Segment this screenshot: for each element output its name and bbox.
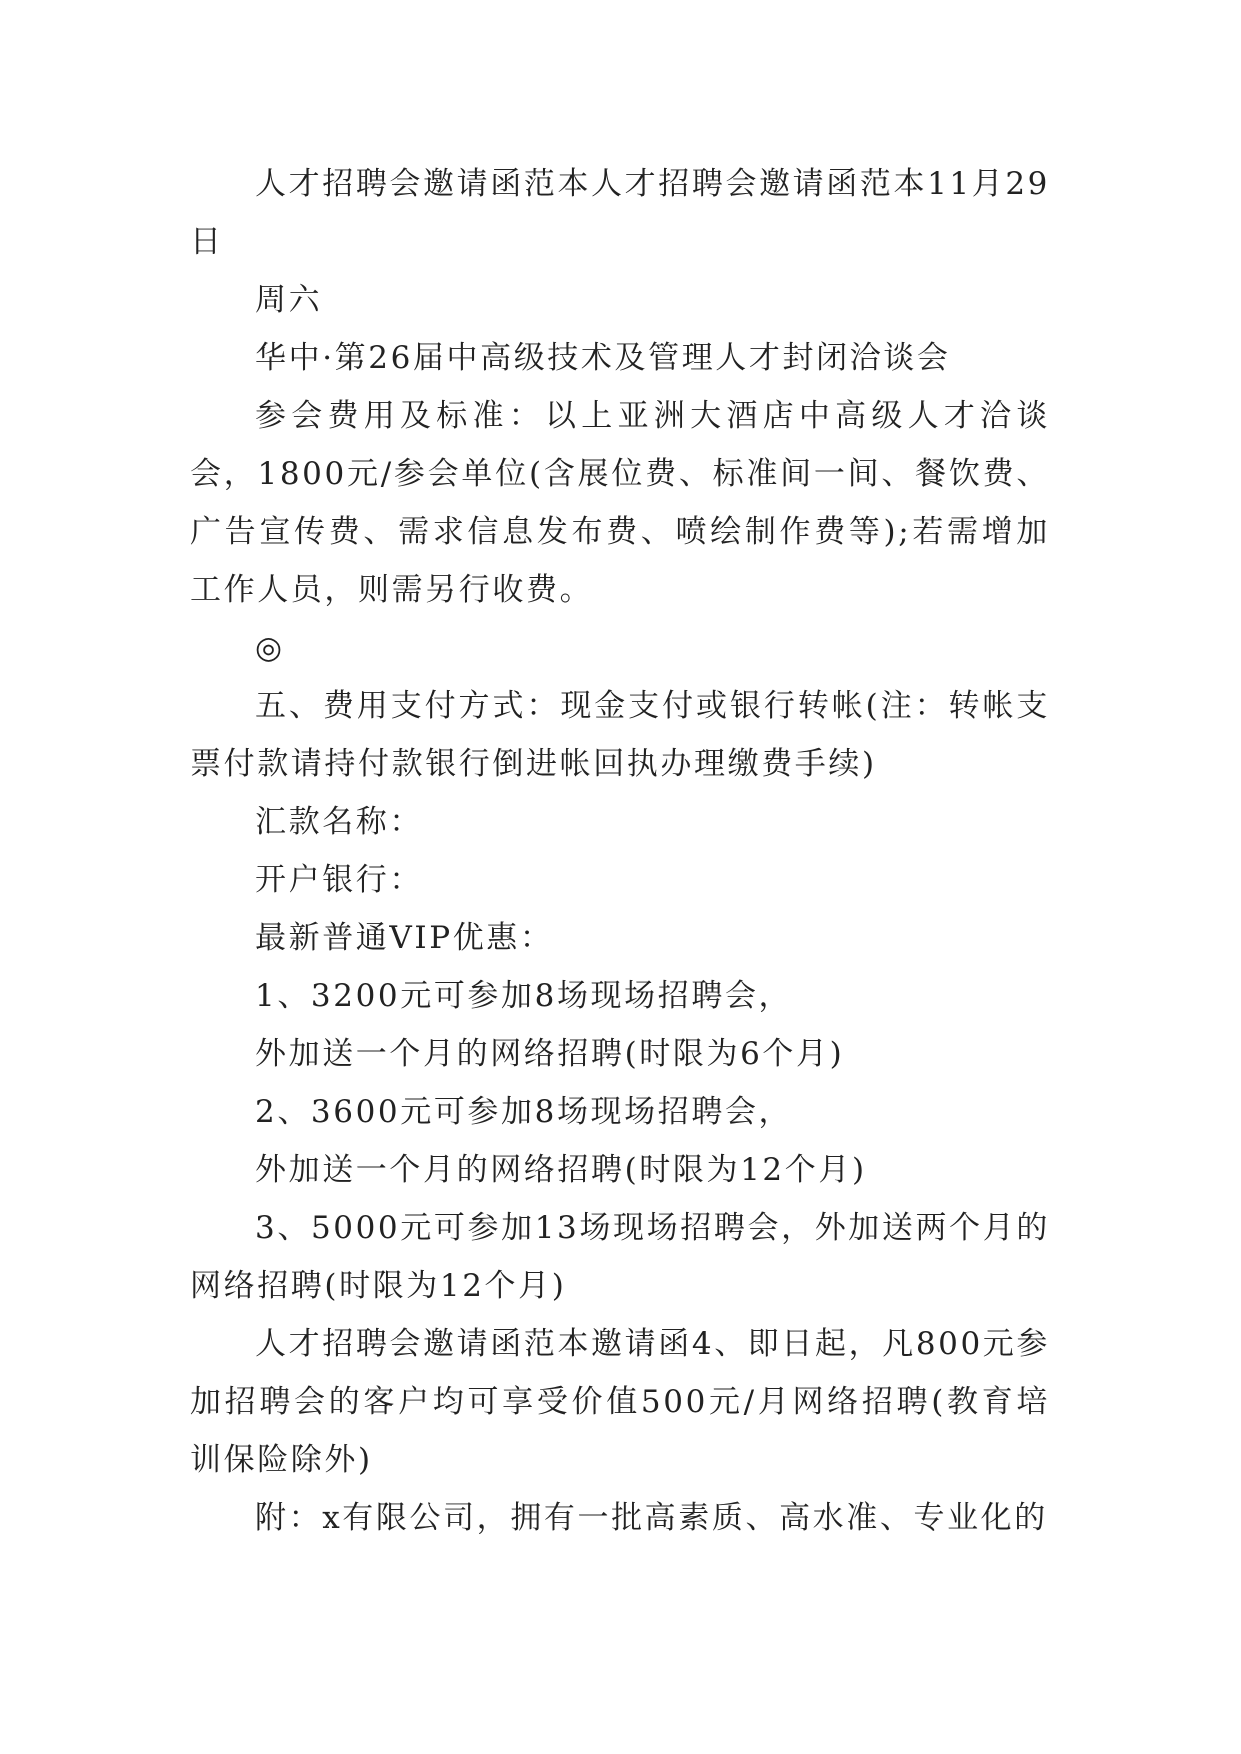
paragraph-weekday: 周六 bbox=[255, 282, 323, 318]
paragraph-vip-item-3: 3、5000元可参加13场现场招聘会，外加送两个月的网络招聘(时限为12个月) bbox=[190, 1210, 1050, 1304]
paragraph-vip-item-1-bonus: 外加送一个月的网络招聘(时限为6个月) bbox=[255, 1036, 845, 1072]
paragraph-event-name: 华中·第26届中高级技术及管理人才封闭洽谈会 bbox=[255, 340, 951, 376]
paragraph-bank: 开户银行： bbox=[255, 862, 423, 898]
paragraph-vip-item-2: 2、3600元可参加8场现场招聘会， bbox=[255, 1094, 793, 1130]
paragraph-vip-item-2-bonus: 外加送一个月的网络招聘(时限为12个月) bbox=[255, 1152, 867, 1188]
paragraph-remit-name: 汇款名称： bbox=[255, 804, 423, 840]
paragraph-appendix: 附：x有限公司，拥有一批高素质、高水准、专业化的 bbox=[255, 1500, 1048, 1536]
document-body bbox=[190, 155, 1050, 1547]
paragraph-fee-standard: 参会费用及标准：以上亚洲大酒店中高级人才洽谈会，1800元/参会单位(含展位费、标准间一间、餐饮费、广告宣传费、需求信息发布费、喷绘制作费等);若需增加工作人员，则需另行收费。 bbox=[190, 398, 1050, 608]
paragraph-title-line: 人才招聘会邀请函范本人才招聘会邀请函范本11月29日 bbox=[190, 166, 1050, 260]
paragraph-payment-method: 五、费用支付方式：现金支付或银行转帐(注：转帐支票付款请持付款银行倒进帐回执办理缴费手续) bbox=[190, 688, 1050, 782]
paragraph-vip-item-4: 人才招聘会邀请函范本邀请函4、即日起，凡800元参加招聘会的客户均可享受价值500元/月网络招聘(教育培训保险除外) bbox=[190, 1326, 1050, 1478]
paragraph-vip-heading: 最新普通VIP优惠： bbox=[255, 920, 554, 956]
paragraph-symbol: ◎ bbox=[255, 630, 285, 666]
paragraph-vip-item-1: 1、3200元可参加8场现场招聘会， bbox=[255, 978, 793, 1014]
